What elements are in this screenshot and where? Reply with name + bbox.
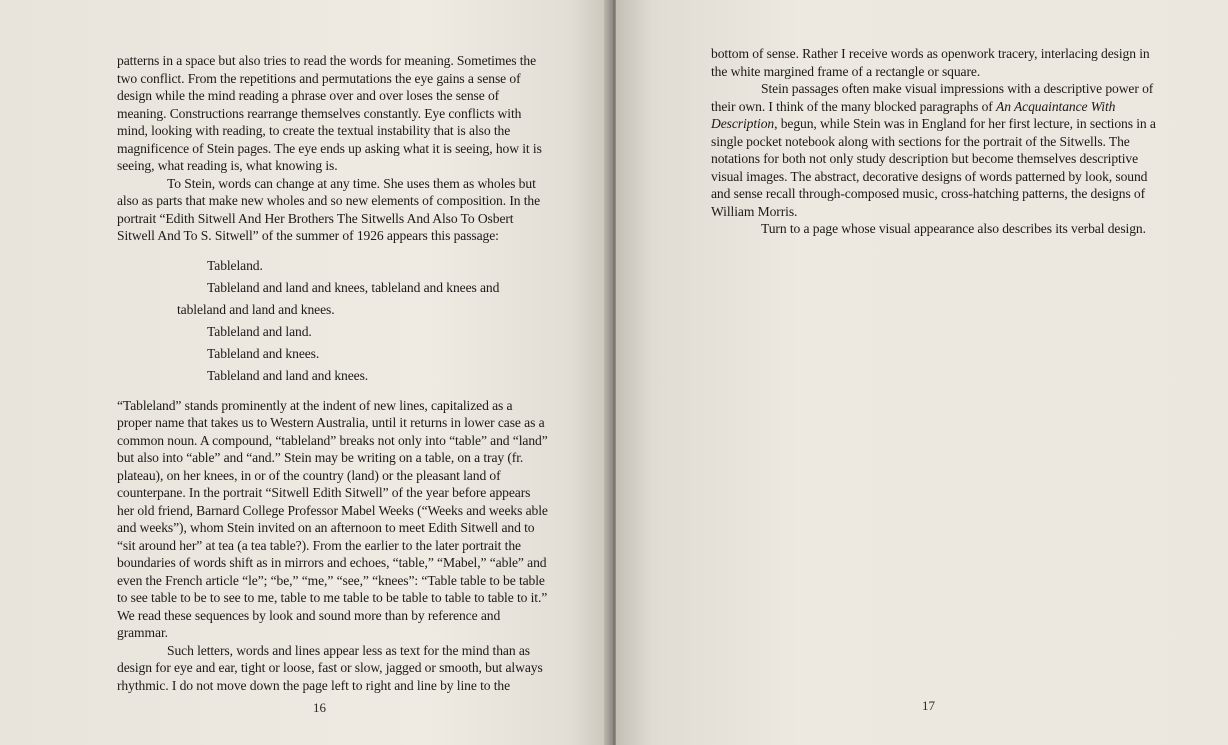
poem-line: Tableland and knees. [207, 345, 320, 361]
page-number: 16 [313, 700, 326, 715]
quoted-passage [117, 255, 548, 387]
poem-line: tableland and land and knees. [177, 301, 335, 317]
paragraph: bottom of sense. Rather I receive words as openwork tracery, interlacing design in the white margined frame of a rectangle or square. [711, 46, 1150, 79]
paragraph: “Tableland” stands prominently at the indent of new lines, capitalized as a proper name that takes us to Western Australia, until it returns in lower case as a common noun. A compound, “tableland” breaks not only into “table” and “land” but also into “able” and “and.” Stein may be writing on a table, on a tray (fr. plateau), on her knees, in or of the country (land) or the pleasant land of counterpane. In the portrait “Sitwell Edith Sitwell” of the year before appears her old friend, Barnard College Professor Mabel Weeks (“Weeks and weeks able and weeks”), whom Stein invited on an afternoon to meet Edith Sitwell and to “sit around her” at tea (a tea table?). From the earlier to the later portrait the boundaries of words shift as in mirrors and echoes, “table,” “Mabel,” “able” and even the French article “le”; “be,” “me,” “see,” “knees”: “Table table to be table to see table to be to see to me, table to me table to be table to table to table to it.” We read these sequences by look and sound more than by reference and grammar. [117, 397, 548, 640]
right-page-text [711, 45, 1156, 238]
right-page [616, 0, 1228, 745]
paragraph: To Stein, words can change at any time. She uses them as wholes but also as parts that make new wholes and so new elements of composition. In the portrait “Edith Sitwell And Her Brothers The Sitwells And Also To Osbert Sitwell And To S. Sitwell” of the summer of 1926 appears this passage: [117, 175, 541, 243]
page-number: 17 [922, 698, 935, 713]
paragraph-text: , begun, while Stein was in England for her first lecture, in sections in a single pocket notebook along with sections for the portrait of the Sitwells. The notations for both not only study description but become themselves descriptive visual images. The abstract, decorative designs of words patterned by look, sound and sense recall through-composed music, cross-hatching patterns, the designs of William Morris. [711, 116, 1156, 219]
paragraph [711, 80, 1156, 220]
paragraph: Such letters, words and lines appear less as text for the mind than as design for eye and ear, tight or loose, fast or slow, jagged or smooth, but always rhythmic. I do not move down the page left to right and line by line to the [117, 642, 543, 693]
book-title: An Acquaintance With Description [711, 98, 1116, 131]
poem-line: Tableland and land and knees, tableland and knees and [207, 279, 500, 295]
poem-line: Tableland. [207, 257, 263, 273]
paragraph-text: Stein passages often make visual impressions with a descriptive power of their own. I think of the many blocked paragraphs of [711, 81, 1154, 114]
left-page-text [117, 52, 548, 694]
poem-line: Tableland and land and knees. [207, 367, 369, 383]
paragraph: Turn to a page whose visual appearance also describes its verbal design. [761, 221, 1146, 236]
left-page [0, 0, 612, 745]
poem-line: Tableland and land. [207, 323, 312, 339]
paragraph: patterns in a space but also tries to read the words for meaning. Sometimes the two conflict. From the repetitions and permutations the eye gains a sense of design while the mind reading a phrase over and over loses the sense of meaning. Constructions rearrange themselves constantly. Eye conflicts with mind, looking with reading, to create the textual instability that is also the magnificence of Stein pages. The eye ends up asking what it is seeing, how it is seeing, what reading is, what knowing is. [117, 53, 542, 173]
